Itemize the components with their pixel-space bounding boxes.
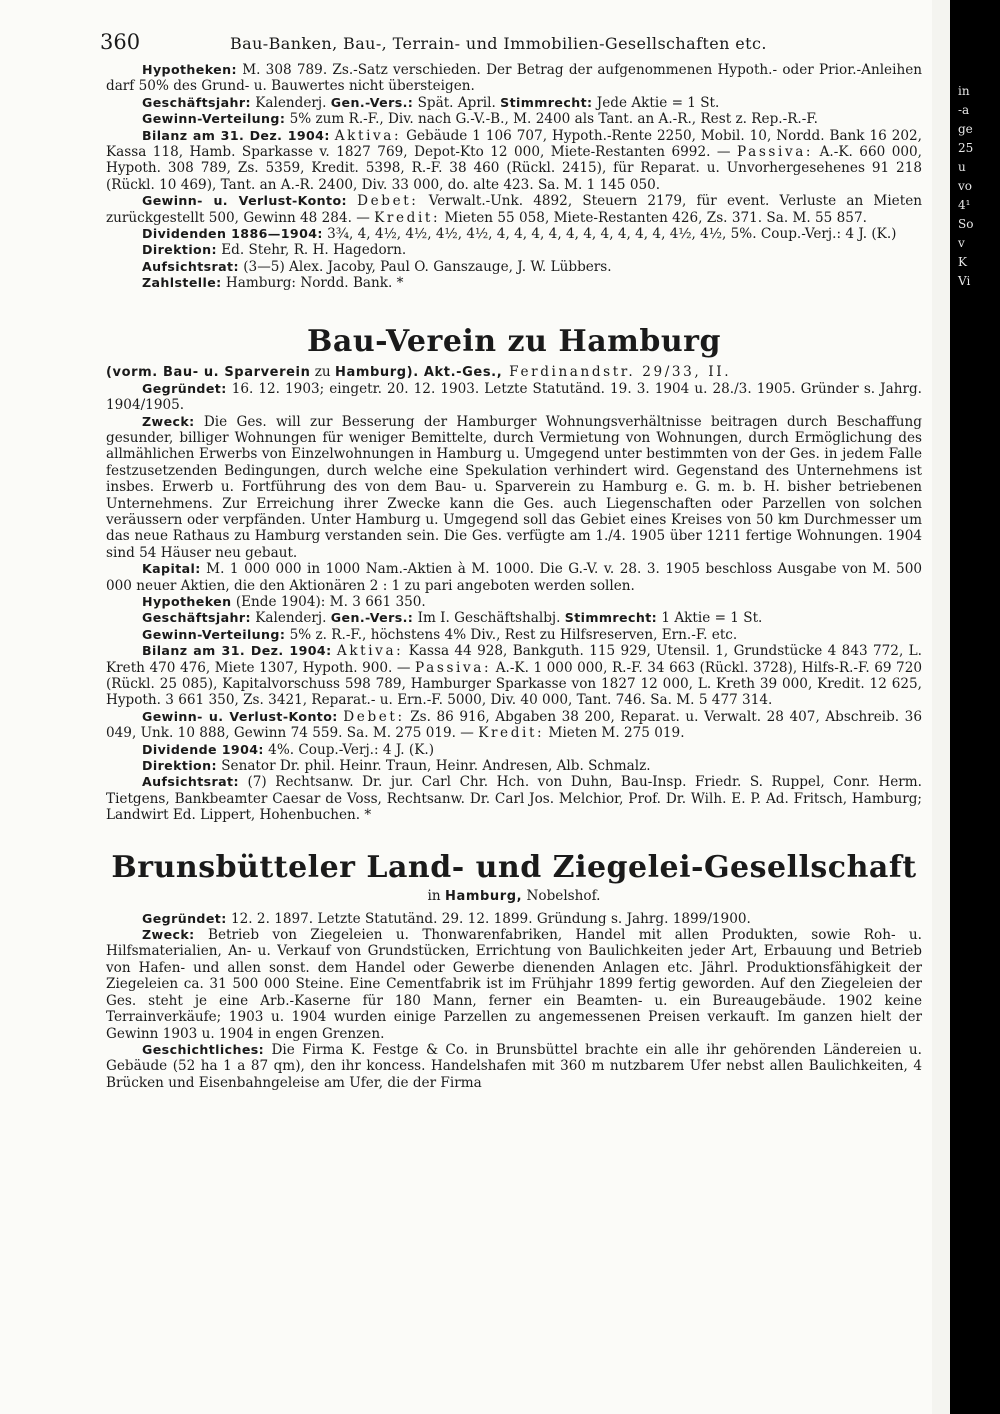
margin-fragment: v (958, 236, 965, 250)
page-edge-strip (932, 0, 950, 1414)
dividenden-text: 3¾, 4, 4½, 4½, 4½, 4½, 4, 4, 4, 4, 4, 4, 4, 4, 4, 4, 4½, 4½, 5%. Coup.-Verj.: 4 J. (K.) (322, 226, 897, 243)
hypotheken-label: Hypotheken (142, 593, 232, 609)
geschichtliches-label: Geschichtliches: (142, 1041, 265, 1057)
aufsichtsrat-paragraph (106, 774, 922, 823)
gegruendet-text: 16. 12. 1903; eingetr. 20. 12. 1903. Letzte Statutänd. 19. 3. 1904 u. 28./3. 1905. Gründer s. Jahrg. 1904/1905. (106, 380, 922, 414)
margin-fragment: Vi (958, 274, 971, 288)
passiva-text: A.-K. 660 000, Hypoth. 308 789, Zs. 5359, Kredit. 5398, R.-F. 38 460 (Rückl. 2415), für Reparat. u. Unvorhergesehenes 91 218 (Rückl. 10 469), Tant. an A.-R. 2400, Div. 33 000, do. alte 423. Sa. M. 1 145 050. (106, 144, 922, 193)
geschaeftsjahr-paragraph (106, 610, 922, 626)
stimmrecht-text: Jede Aktie = 1 St. (592, 94, 720, 111)
passiva-text: A.-K. 1 000 000, R.-F. 34 663 (Rückl. 3728), Hilfs-R.-F. 69 720 (Rückl. 25 085), Kapitalvorschuss 598 789, Hamburger Sparkasse von 1827 12 000, L. Kreth 39 000, Kredit. 12 625, Hypoth. 3 661 350, Zs. 3421, Reparat.- u. Ern.-F. 5000, Div. 40 000, Tant. 746. Sa. M. 5 477 314. (106, 659, 922, 709)
company-city: Hamburg). Akt.-Ges., (335, 364, 503, 380)
kapital-label: Kapital: (142, 561, 201, 577)
geschaeftsjahr-text: Kalenderj. (250, 94, 331, 111)
geschaeftsjahr-label: Geschäftsjahr: (142, 610, 251, 626)
direktion-paragraph (106, 758, 922, 774)
direktion-label: Direktion: (142, 758, 217, 774)
aktiva-text: Gebäude 1 106 707, Hypoth.-Rente 2250, Mobil. 10, Nordd. Bank 16 202, Kassa 118, Hamb. Sparkasse v. 1827 769, Depot-Kto 12 000, Miete-Restanten 6992. — (106, 127, 922, 161)
direktion-paragraph (106, 242, 922, 258)
margin-fragment: in (958, 84, 970, 98)
margin-fragment: 25 (958, 141, 974, 155)
margin-fragment: u (958, 160, 966, 174)
kredit-label: Kredit: (374, 209, 441, 226)
gegruendet-paragraph (106, 911, 922, 927)
kapital-text: M. 1 000 000 in 1000 Nam.-Aktien à M. 1000. Die G.-V. v. 28. 3. 1905 beschloss Ausgabe von M. 500 000 neuer Aktien, die den Aktionären 2 : 1 zu pari angeboten werden sollen. (106, 561, 922, 594)
page-number: 360 (100, 30, 141, 54)
zweck-label: Zweck: (142, 413, 195, 429)
passiva-label: Passiva: (737, 144, 814, 161)
zweck-text: Die Ges. will zur Besserung der Hamburger Wohnungsverhältnisse beitragen durch Beschaffung gesunder, billiger Wohnungen für weniger Bemittelte, durch Vermietung von Wohnungen, durch Ermöglichung des allmählichen Erwerbs von Einzelwohnungen in Hamburg u. Umgegend unter bestimmten von der Ges. in jedem Falle festzusetzenden Bedingungen, durch welche eine Spekulation verhindert wird. Gegenstand des Unternehmens ist insbes. Erwerb u. Fortführung des von dem Bau- u. Sparverein zu Hamburg e. G. m. b. H. bisher betriebenen Unternehmens. Zur Erreichung ihrer Zwecke kann die Ges. auch Liegenschaften oder Parzellen von solchen veräussern oder verpfänden. Unter Hamburg u. Umgegend soll das Gebiet eines Kreises von 50 km Durchmesser um das neue Rathaus zu Hamburg verstanden sein. Die Ges. verfügte am 1./4. 1905 über 1211 fertige Wohnungen. 1904 sind 54 Häuser neu gebaut. (106, 413, 922, 561)
debet-text: Zs. 86 916, Abgaben 38 200, Reparat. u. Verwalt. 28 407, Abschreib. 36 049, Unk. 10 888, Gewinn 74 559. Sa. M. 275 019. — (106, 708, 922, 742)
direktion-text: Ed. Stehr, R. H. Hagedorn. (216, 242, 407, 259)
kredit-text: Mieten M. 275 019. (544, 725, 685, 742)
guv-label: Gewinn- u. Verlust-Konto: (142, 193, 347, 209)
company-title: Bau-Verein zu Hamburg (307, 323, 721, 359)
running-header (100, 26, 880, 56)
bilanz-paragraph (106, 128, 922, 194)
running-title: Bau-Banken, Bau-, Terrain- und Immobilien-Gesellschaften etc. (230, 34, 767, 53)
aufsichtsrat-label: Aufsichtsrat: (142, 258, 239, 274)
gewinn-verteilung-text: 5% zum R.-F., Div. nach G.-V.-B., M. 2400 als Tant. an A.-R., Rest z. Rep.-R.-F. (285, 111, 818, 128)
margin-fragment: -a (958, 103, 970, 117)
geschichtliches-text: Die Firma K. Festge & Co. in Brunsbüttel brachte ein alle ihr gehörenden Ländereien u. Gebäude (52 ha 1 a 87 qm), den ihr koncess. Handelshafen mit 360 m nutzbarem Ufer nebst allen Baulichkeiten, 4 Brücken und Eisenbahngeleise am Ufer, die der Firma (106, 1041, 922, 1091)
dividenden-label: Dividenden 1886—1904: (142, 226, 323, 242)
company-address: Nobelshof. (522, 887, 601, 904)
margin-fragment: 4¹ (958, 198, 971, 212)
aktiva-text: Kassa 44 928, Bankguth. 115 929, Utensil. 1, Grundstücke 4 843 772, L. Kreth 470 476, Miete 1307, Hypoth. 900. — (106, 643, 923, 676)
gen-vers-label: Gen.-Vers.: (330, 94, 414, 110)
entry-bau-verein (106, 324, 922, 824)
hypotheken-paragraph (106, 594, 922, 610)
company-title: Brunsbütteler Land- und Ziegelei-Gesellschaft (111, 849, 917, 885)
bilanz-paragraph (106, 643, 922, 709)
gegruendet-paragraph (106, 381, 922, 414)
gegruendet-text: 12. 2. 1897. Letzte Statutänd. 29. 12. 1899. Gründung s. Jahrg. 1899/1900. (226, 910, 751, 927)
aktiva-label: Aktiva: (336, 643, 404, 660)
company-address: Ferdinandstr. 29/33, II. (502, 363, 732, 380)
company-city: Hamburg, (444, 888, 523, 904)
hypotheken-paragraph (106, 62, 922, 95)
gen-vers-text: Im I. Geschäftshalbj. (413, 610, 565, 627)
dividenden-paragraph (106, 226, 922, 242)
geschaeftsjahr-text: Kalenderj. (250, 610, 331, 627)
geschaeftsjahr-label: Geschäftsjahr: (142, 94, 251, 110)
page-content (106, 62, 922, 1091)
stimmrecht-text: 1 Aktie = 1 St. (657, 610, 763, 627)
zahlstelle-label: Zahlstelle: (142, 275, 222, 291)
aufsichtsrat-text: (7) Rechtsanw. Dr. jur. Carl Chr. Hch. von Duhn, Bau-Insp. Friedr. S. Ruppel, Conr. Herm. Tietgens, Bankbeamter Caesar de Voss, Rechtsanw. Dr. Carl Jos. Melchior, Prof. Dr. Wilh. E. P. Ad. Fritsch, Hamburg; Landwirt Ed. Lippert, Hohenbuchen. * (106, 774, 922, 824)
kapital-paragraph (106, 561, 922, 594)
company-subtitle (106, 364, 922, 381)
gegruendet-label: Gegründet: (142, 380, 227, 396)
zweck-paragraph (106, 927, 922, 1042)
guv-label: Gewinn- u. Verlust-Konto: (142, 708, 338, 724)
bilanz-label: Bilanz am 31. Dez. 1904: (142, 127, 330, 143)
zahlstelle-paragraph (106, 275, 922, 291)
debet-label: Debet: (357, 193, 419, 210)
stimmrecht-label: Stimmrecht: (500, 94, 593, 110)
zweck-label: Zweck: (142, 927, 195, 943)
passiva-label: Passiva: (415, 659, 492, 676)
gen-vers-text: Spät. April. (413, 94, 501, 111)
geschichtliches-paragraph (106, 1042, 922, 1091)
aufsichtsrat-paragraph (106, 259, 922, 275)
gewinn-verteilung-paragraph (106, 627, 922, 643)
dividende-paragraph (106, 742, 922, 758)
margin-fragment: So (958, 217, 974, 231)
direktion-text: Senator Dr. phil. Heinr. Traun, Heinr. Andresen, Alb. Schmalz. (216, 758, 651, 775)
kredit-label: Kredit: (478, 725, 545, 742)
subtitle-connector: in (427, 887, 445, 904)
margin-fragment: K (958, 255, 967, 269)
stimmrecht-label: Stimmrecht: (564, 610, 658, 626)
gewinn-verteilung-label: Gewinn-Verteilung: (142, 111, 286, 127)
margin-fragment: ge (958, 122, 973, 136)
gen-vers-label: Gen.-Vers.: (330, 610, 414, 626)
gewinn-verteilung-label: Gewinn-Verteilung: (142, 626, 286, 642)
hypotheken-label: Hypotheken: (142, 62, 237, 77)
gewinn-verteilung-text: 5% z. R.-F., höchstens 4% Div., Rest zu Hilfsreserven, Ern.-F. etc. (285, 626, 738, 643)
dividende-text: 4%. Coup.-Verj.: 4 J. (K.) (263, 741, 434, 758)
zweck-text: Betrieb von Ziegeleien u. Thonwarenfabriken, Handel mit allen Produkten, sowie Roh- u. Hilfsmaterialien, An- u. Verkauf von Grundstücken, Errichtung von Baulichkeiten jeder Art, Erbauung und Betrieb von Hafen- und allen sonst. dem Handel oder Gewerbe dienenden Anlagen etc. Jährl. Produktionsfähigkeit der Ziegeleien ca. 31 500 000 Steine. Eine Cementfabrik ist im Frühjahr 1899 fertig geworden. Auf den Ziegeleien der Ges. steht je eine Arb.-Kaserne für 180 Mann, ferner ein Beamten- u. ein Bureaugebäude. 1902 keine Terrainverkäufe; 1903 u. 1904 wurden einige Parzellen zu angemessenen Preisen verkauft. Im ganzen hielt der Gewinn 1903 u. 1904 in engen Grenzen. (106, 927, 922, 1042)
entry-continuation (106, 62, 922, 292)
zweck-paragraph (106, 414, 922, 562)
hypotheken-text: (Ende 1904): M. 3 661 350. (231, 593, 426, 610)
debet-label: Debet: (343, 708, 405, 725)
kredit-text: Mieten 55 058, Miete-Restanten 426, Zs. 371. Sa. M. 55 857. (440, 209, 867, 226)
entry-brunsbuetteler (106, 850, 922, 1091)
margin-fragment: vo (958, 179, 973, 193)
aufsichtsrat-label: Aufsichtsrat: (142, 774, 239, 790)
guv-paragraph (106, 709, 922, 742)
company-subtitle (106, 888, 922, 905)
gewinn-verteilung-paragraph (106, 111, 922, 127)
adjacent-page-fragments (958, 82, 998, 291)
hypotheken-text: M. 308 789. Zs.-Satz verschieden. Der Betrag der aufgenommenen Hypoth.- oder Prior.-Anleihen darf 50% des Grund- u. Bauwertes nicht übersteigen. (106, 62, 922, 95)
guv-paragraph (106, 193, 922, 226)
zahlstelle-text: Hamburg: Nordd. Bank. * (221, 275, 404, 292)
direktion-label: Direktion: (142, 242, 217, 258)
gegruendet-label: Gegründet: (142, 910, 227, 926)
aktiva-label: Aktiva: (334, 127, 402, 144)
bilanz-label: Bilanz am 31. Dez. 1904: (142, 643, 332, 659)
aufsichtsrat-text: (3—5) Alex. Jacoby, Paul O. Ganszauge, J. W. Lübbers. (238, 258, 612, 275)
subtitle-connector: zu (310, 363, 335, 380)
former-name: (vorm. Bau- u. Sparverein (106, 364, 311, 380)
dividende-label: Dividende 1904: (142, 741, 264, 757)
debet-text: Verwalt.-Unk. 4892, Steuern 2179, für event. Verluste an Mieten zurückgestellt 500, Gewinn 48 284. — (106, 193, 922, 226)
geschaeftsjahr-paragraph (106, 95, 922, 111)
